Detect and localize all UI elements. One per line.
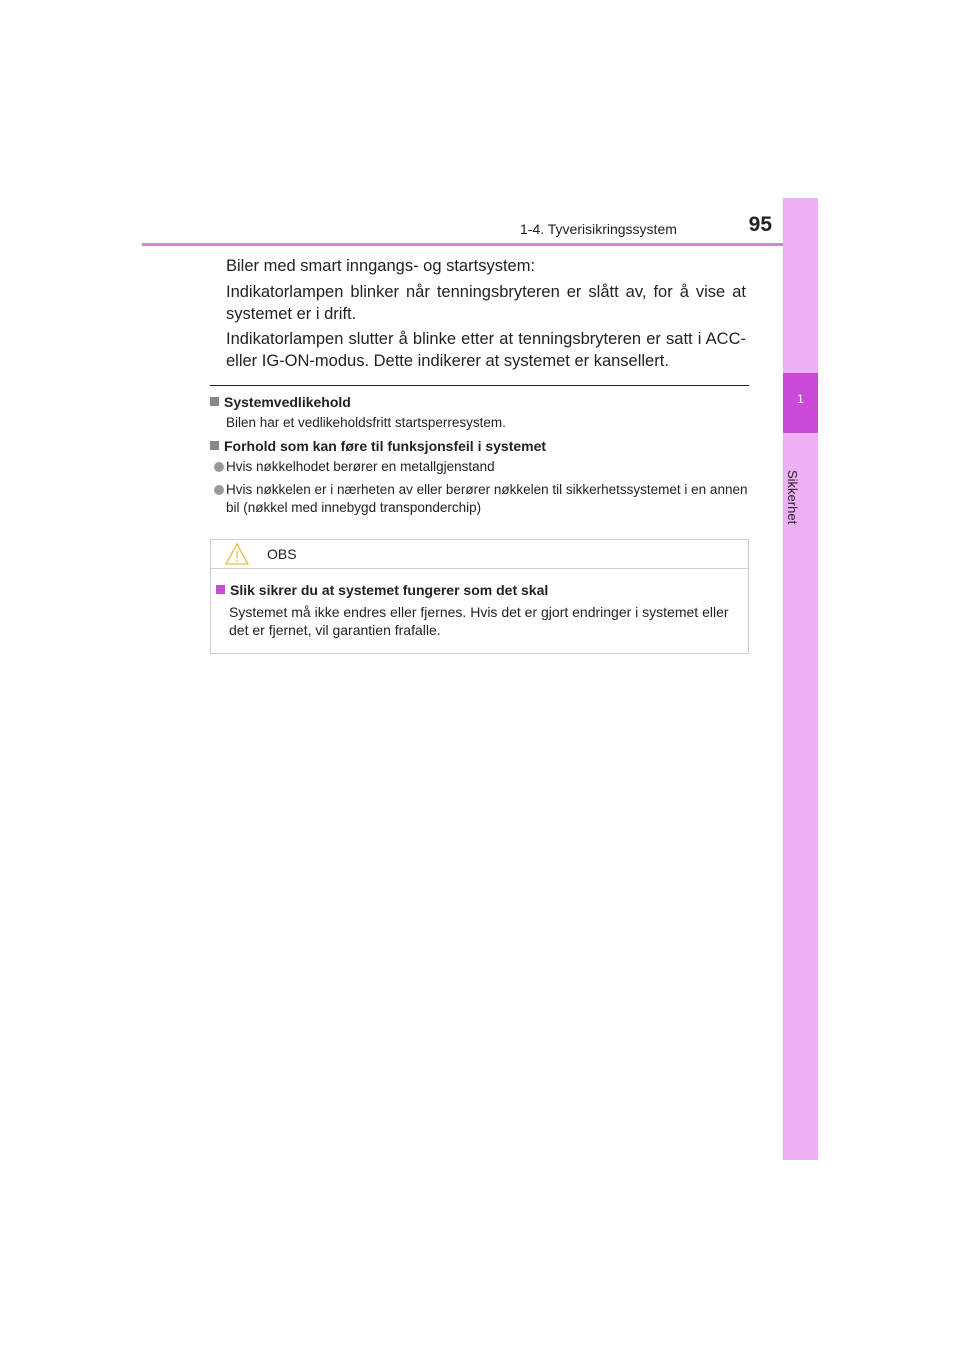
bullet-dot-icon	[214, 462, 224, 472]
page-number: 95	[748, 213, 772, 236]
square-bullet-icon	[210, 441, 219, 450]
bullet-item-1-text: Hvis nøkkelhodet berører en metallgjenstand	[226, 459, 495, 474]
square-bullet-icon	[210, 397, 219, 406]
body-paragraph-3: Indikatorlampen slutter å blinke etter at tenningsbryteren er satt i ACC- eller IG-ON-modus. Dette indikerer at systemet er kansellert.	[226, 330, 746, 370]
note-heading-maintenance-text: Systemvedlikehold	[224, 394, 351, 410]
header-section-title: 1-4. Tyverisikringssystem	[520, 221, 677, 237]
warning-triangle-icon	[224, 542, 250, 566]
note-heading-conditions	[210, 438, 546, 454]
caution-label: OBS	[267, 546, 297, 562]
caution-box	[210, 539, 749, 654]
caution-header-rule	[211, 568, 748, 569]
note-heading-maintenance	[210, 394, 351, 410]
side-tab	[783, 198, 818, 1160]
body-paragraph-1: Biler med smart inngangs- og startsystem:	[226, 257, 536, 275]
section-rule	[210, 385, 749, 386]
bullet-item-2-text: Hvis nøkkelen er i nærheten av eller berører nøkkelen til sikkerhetssystemet i en annen bil (nøkkel med innebygd transponderchip)	[226, 482, 748, 515]
bullet-item-2	[214, 481, 751, 517]
header-rule	[142, 243, 818, 246]
body-paragraph-2: Indikatorlampen blinker når tenningsbryteren er slått av, for å vise at systemet er i drift.	[226, 283, 746, 323]
caution-heading	[216, 582, 548, 598]
bullet-dot-icon	[214, 485, 224, 495]
caution-heading-text: Slik sikrer du at systemet fungerer som det skal	[230, 582, 549, 598]
square-bullet-icon	[216, 585, 225, 594]
note-heading-conditions-text: Forhold som kan føre til funksjonsfeil i systemet	[224, 438, 547, 454]
caution-text: Systemet må ikke endres eller fjernes. Hvis det er gjort endringer i systemet eller det er fjernet, vil garantien frafalle.	[229, 604, 729, 638]
chapter-number: 1	[797, 392, 804, 406]
chapter-label: Sikkerhet	[785, 470, 800, 525]
bullet-item-1	[214, 458, 751, 476]
note-text-maintenance: Bilen har et vedlikeholdsfritt startsperresystem.	[226, 415, 506, 430]
